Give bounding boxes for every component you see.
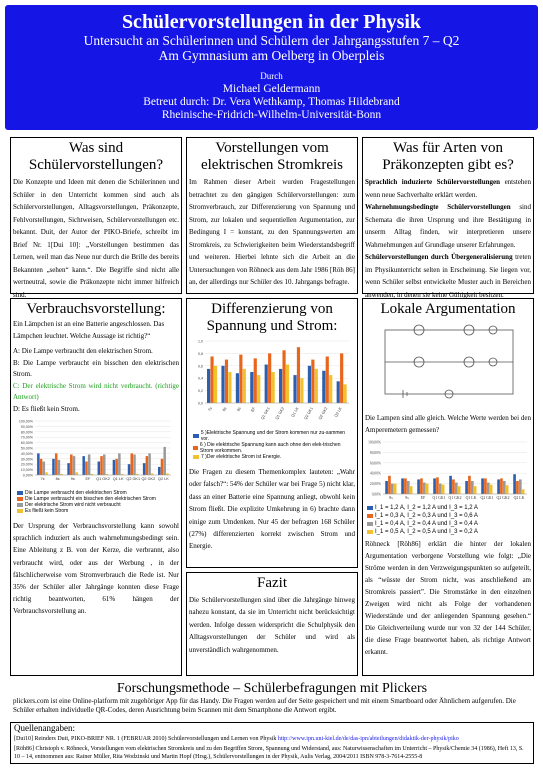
x-tick-label: Q2 GK2 xyxy=(141,477,156,481)
bar xyxy=(100,456,103,475)
bar xyxy=(497,479,500,494)
bar xyxy=(468,476,471,494)
bar xyxy=(286,365,289,403)
university: Rheinische-Fridrich-Wilhelm-Universität-Bonn xyxy=(161,109,382,121)
legend-label: Es fließt kein Strom xyxy=(25,508,69,514)
bar xyxy=(311,360,314,403)
box1-title-line2: Schülervorstellungen? xyxy=(28,157,164,173)
bar xyxy=(340,353,343,403)
bar xyxy=(225,360,228,403)
box1-text: Die Konzepte und Ideen mit denen die Schülerinnen und Schüler in den Unterricht kommen sind auch als Schülervorstellungen, Alltagsvorstellungen, Präkonzepte, Fehlvorstellungen, Sichtweisen, Schülervorstellungen etc. bekannt. Duit, der Autor der PIKO-Briefe, schreibt im Brief Nr. 1[Dui 10]: „Vorstellungen bestimmen das Lernen, weil man das Neue nur durch die Brille des bereits Bekannten „sehen“ kann.“. Die Begriffe sind nicht alle wertneutral, sowie die Präkonzepte nicht immer hilfreich sind. xyxy=(13,178,179,299)
legend-swatch xyxy=(17,497,23,501)
box2-title-line2: elektrischen Stromkreis xyxy=(200,157,344,173)
box-what-are-conceptions xyxy=(10,137,182,299)
box-research-method xyxy=(10,681,534,719)
y-tick-label: 0,00% xyxy=(371,492,381,497)
y-tick-label: 1,0 xyxy=(198,339,203,344)
x-tick-label: Q2 GK1 xyxy=(480,496,494,500)
bar xyxy=(43,462,46,476)
x-tick-label: EF xyxy=(85,477,91,481)
box7-question: Die Lampen sind alle gleich. Welche Werte werden bei den Amperemetern gemessen? xyxy=(365,414,531,434)
box6-text: Die Schülervorstellungen sind über die Jahrgänge hinweg nahezu konstant, da sie im Unterricht nicht berücksichtigt werden. Infolge dessen widerspricht die Schulphysik den Alltagsvorstellungen der Schüler und wird als unverständlich wahrgenommen. xyxy=(189,596,355,654)
box5-title xyxy=(187,301,357,335)
answer-label: I_1 = 0,5 A, I_2 = 0,5 A und I_3 = 0,2 A xyxy=(375,529,478,535)
bar xyxy=(143,463,146,475)
bar xyxy=(279,369,282,403)
answer-label: I_1 = 0,3 A, I_2 = 0,3 A und I_3 = 0,6 A xyxy=(375,513,478,519)
consumption-bar-chart xyxy=(15,417,175,485)
x-tick-label: 7s xyxy=(207,406,214,412)
x-tick-label: EF xyxy=(250,406,257,413)
bar xyxy=(272,372,275,403)
bar xyxy=(471,481,474,494)
bar xyxy=(481,478,484,494)
bar xyxy=(75,472,78,475)
poster-header xyxy=(5,5,538,130)
bar xyxy=(426,484,429,494)
y-tick-label: 70,00% xyxy=(20,435,33,440)
bar xyxy=(52,459,55,475)
legend-item xyxy=(193,430,351,442)
x-tick-label: 9s xyxy=(236,406,242,412)
differentiation-chart xyxy=(191,337,357,430)
bar xyxy=(442,485,445,494)
x-tick-label: Q2 LK xyxy=(158,477,169,481)
bar xyxy=(506,485,509,494)
bar xyxy=(300,378,303,403)
legend-swatch xyxy=(17,509,23,513)
author-name: Michael Geldermann xyxy=(222,83,321,95)
box3-title-line2: Präkonzepten gibt es? xyxy=(382,157,514,173)
p1-term: Sprachlich induzierte Schülervorstellungen xyxy=(365,178,501,186)
y-tick-label: 10,00% xyxy=(20,468,33,473)
y-tick-label: 40,00% xyxy=(20,451,33,456)
box-references xyxy=(10,722,534,764)
bar xyxy=(513,474,516,494)
bar xyxy=(516,481,519,494)
legend-swatch xyxy=(367,514,373,518)
bar xyxy=(158,467,161,475)
box-conclusion xyxy=(186,572,358,676)
box3-text xyxy=(363,176,533,301)
x-tick-label: Q1 LK xyxy=(290,406,300,418)
y-tick-label: 60,00% xyxy=(20,441,33,446)
circuit-diagram xyxy=(363,320,531,412)
box-electric-circuit xyxy=(186,137,358,294)
box-consumption-conception xyxy=(10,298,182,676)
y-tick-label: 40,00% xyxy=(369,471,381,476)
bar xyxy=(474,486,477,494)
reference-2: [Röh86] Christoph v. Röhneck, Vorstellungen vom elektrischen Stromkreis und zu den Begriffen Strom, Spannung und Widerstand, aus: Naturwissenschaften im Unterricht – Physik/Chemie 34 (1986), Heft 13, S. 10 – 14, entnommen aus: Rainer Müller, Rita Wodzinski und Martin Hopf (Hrsg.), Schülervorstellungen in der Physik, Aulis Verlag, 2004/2011 ISBN 978-3-7614-2555-8 xyxy=(14,746,524,760)
y-tick-label: 80,00% xyxy=(20,430,33,435)
y-tick-label: 20,00% xyxy=(20,462,33,467)
bar xyxy=(257,375,260,403)
y-tick-label: 50,00% xyxy=(20,446,33,451)
bar xyxy=(163,447,166,475)
box1-title xyxy=(11,140,181,174)
x-tick-label: Q2 GK1 xyxy=(126,477,141,481)
bar xyxy=(420,478,423,494)
bar xyxy=(344,384,347,403)
x-tick-label: Q1 LK xyxy=(465,496,477,500)
bar xyxy=(452,479,455,494)
y-tick-label: 0,0 xyxy=(198,401,203,406)
bar xyxy=(404,478,407,494)
box2-title xyxy=(187,140,357,174)
x-tick-label: Q2 LK xyxy=(513,496,525,500)
y-tick-label: 30,00% xyxy=(20,457,33,462)
bar xyxy=(458,486,461,494)
answer-item xyxy=(367,528,529,536)
bar xyxy=(268,353,271,403)
bar xyxy=(465,481,468,494)
differentiation-bar-chart xyxy=(191,337,353,425)
y-tick-label: 0,2 xyxy=(198,389,203,394)
box3-title xyxy=(363,140,533,174)
legend-swatch xyxy=(367,506,373,510)
p1-text: entstehen wenn neue Sachverhalte erklärt werden. xyxy=(365,178,532,199)
legend-label: 5 )Elektrische Spannung und der Strom kommen nur zu-sammen vor. xyxy=(200,430,346,442)
bar xyxy=(391,484,394,494)
y-tick-label: 100,00% xyxy=(18,419,33,424)
y-tick-label: 0,00% xyxy=(22,473,33,478)
local-argumentation-bar-chart xyxy=(363,438,531,504)
bar xyxy=(500,478,503,494)
x-tick-label: 7s xyxy=(40,477,45,481)
box6-title: Fazit xyxy=(257,575,287,591)
y-tick-label: 0,8 xyxy=(198,351,203,356)
by-label: Durch xyxy=(260,71,283,81)
bar xyxy=(133,454,136,475)
bar xyxy=(329,375,332,403)
bar xyxy=(118,453,121,475)
option-c-correct: C: Der elektrische Strom wird nicht verbraucht. (richtige Antwort) xyxy=(13,381,179,401)
x-tick-label: Q1 GK2 xyxy=(96,477,110,481)
box2-title-line1: Vorstellungen vom xyxy=(215,140,329,156)
bar xyxy=(337,381,340,403)
bar xyxy=(423,483,426,494)
bar xyxy=(385,481,388,494)
x-tick-label: EF xyxy=(420,496,426,500)
poster-subtitle-1: Untersucht an Schülerinnen und Schülern der Jahrgangsstufen 7 – Q2 xyxy=(83,33,460,48)
x-tick-label: Q1 GK1 xyxy=(260,406,271,421)
bar xyxy=(146,456,149,475)
box7-title: Lokale Argumentation xyxy=(380,301,516,317)
bar xyxy=(82,456,85,475)
legend-swatch xyxy=(193,434,199,438)
bar xyxy=(308,366,311,403)
reference-1-link[interactable]: http://www.ipn.uni-kiel.de/de/das-ipn/abteilungen/didaktik-der-physik/piko xyxy=(277,736,459,742)
box4-options xyxy=(11,346,181,415)
bar xyxy=(207,369,210,403)
bar xyxy=(439,484,442,494)
bar xyxy=(103,454,106,475)
x-tick-label: 9s xyxy=(405,496,409,500)
box4-text: Der Ursprung der Verbrauchsvorstellung kann sowohl sprachlich induziert als auch wahrnehmungsbedingt sein. Eine Ableitung z B. von der Kerze, die verbrannt, also verbraucht wird, oder aus der Werbung , in der fälschlicherweise vom Stromverbrauch die Rede ist. Nur 35% der Schüler aller Jahrgänge konnten diese Frage richtig beantworten, 61% hängen der Verbrauchsvorstellung an. xyxy=(13,522,179,616)
bar xyxy=(401,478,404,494)
bar xyxy=(449,476,452,494)
bar xyxy=(455,483,458,494)
answer-item xyxy=(367,504,529,512)
answer-item xyxy=(367,520,529,528)
box4-question: Ein Lämpchen ist an eine Batterie angeschlossen. Das Lämpchen leuchtet. Welche Aussage ist richtig?“ xyxy=(13,320,165,340)
bar xyxy=(236,373,239,403)
x-tick-label: Q1 GK2 xyxy=(274,406,286,421)
bar xyxy=(88,454,91,475)
bar xyxy=(282,350,285,403)
bar xyxy=(58,460,61,475)
x-tick-label: Q1 GK1 xyxy=(432,496,446,500)
bar xyxy=(70,454,73,475)
bar xyxy=(40,459,43,475)
box5-text: Die Fragen zu diesem Themenkomplex lauteten: „Wahr oder falsch?“: 54% der Schüler war bei Frage 5) nicht klar, dass an einer Batterie eine Spannung anliegt, obwohl kein Strom fließt. Die explizite Umkehrung in 6) brachte dann einige zum Umdenken. Nur 45 der befragten 168 Schüler (27%) differenzierten korrekt zwischen Strom und Energie. xyxy=(189,468,355,551)
y-tick-label: 60,00% xyxy=(369,461,381,466)
y-tick-label: 100,00% xyxy=(368,440,381,445)
bar xyxy=(85,462,88,476)
bar xyxy=(484,478,487,494)
p3-text: treten im Physikunterricht selten in Erscheinung. Sie liegen vor, wenn Schüler selbst entwickelte Muster auch in Bereichen anwenden, in denen sie keine Gültigkeit besitzen. xyxy=(365,253,532,299)
bar xyxy=(417,479,420,494)
p2-text: sind Schemata die ihren Ursprung und ihre Bestätigung in unserm Alltag finden, wir interpretieren unsere Wahrnehmungen auf Grundlage unserer Erfahrungen. xyxy=(365,203,531,249)
legend-label: Die Lampe verbraucht den elektrischen Strom xyxy=(25,490,127,496)
legend-item xyxy=(193,442,351,454)
bar xyxy=(214,366,217,403)
differentiation-legend xyxy=(187,430,357,460)
bar xyxy=(113,460,116,475)
supervisors: Betreut durch: Dr. Vera Wethkamp, Thomas Hildebrand xyxy=(143,96,400,108)
research-text: plickers.com ist eine Online-platform mit zugehöriger App für das Handy. Die Fragen werden auf der Seite gespeichert und mit einem Smartboard oder Ähnlichem aufgerufen. Die Schüler erhalten individuelle QR-Codes, deren Ausrichtung beim Scannen mit dem Smartphone die Antwort ergibt. xyxy=(13,697,516,714)
reference-1 xyxy=(11,734,533,745)
y-tick-label: 20,00% xyxy=(369,482,381,487)
answer-label: I_1 = 0,4 A, I_2 = 0,4 A und I_3 = 0,4 A xyxy=(375,521,478,527)
legend-swatch xyxy=(193,455,199,459)
box7-text: Röhneck [Röh86] erklärt die hinter der lokalen Argumentation verborgene Vorstellung wie folgt: „Die Ströme werden in den Verzweigungspunkten so aufgeteilt, als “wüsste der Strom nicht, was anschließend am Stromkreis passiert”. Die Stromstärke in den einzelnen Zweigen wird nicht als Folge der vorhandenen Wiederstände und der anliegenden Spannung gesehen.“ Die Gleichverteilung wurde nur von 32 der 144 Schüler, die diese Frage beantwortet haben, als richtige Antwort erkannt. xyxy=(365,540,531,656)
bar xyxy=(228,372,231,403)
bar xyxy=(388,476,391,494)
bar xyxy=(221,366,224,403)
box5-title-line1: Differenzierung von xyxy=(211,301,333,317)
x-tick-label: Q1 GK2 xyxy=(448,496,462,500)
consumption-chart xyxy=(15,417,181,490)
poster-subtitle-2: Am Gymnasium am Oelberg in Oberpleis xyxy=(158,48,385,63)
bar xyxy=(410,486,413,494)
bar xyxy=(210,357,213,404)
bar xyxy=(55,453,58,475)
bar xyxy=(522,489,525,494)
bar xyxy=(243,369,246,403)
bar xyxy=(148,453,151,475)
x-tick-label: 8s xyxy=(389,496,393,500)
x-tick-label: Q2 GK1 xyxy=(303,406,314,421)
bar xyxy=(322,371,325,403)
bar xyxy=(128,464,131,475)
bar xyxy=(67,463,70,475)
answer-label: I_1 = 1,2 A, I_2 = 1,2 A und I_3 = 1,2 A xyxy=(375,505,478,511)
y-tick-label: 80,00% xyxy=(369,450,381,455)
x-tick-label: 8s xyxy=(221,406,228,412)
legend-item xyxy=(17,508,175,514)
bar xyxy=(433,478,436,494)
y-tick-label: 90,00% xyxy=(20,424,33,429)
box5-title-line2: Spannung und Strom: xyxy=(206,318,338,334)
p3-term: Schülervorstellungen durch Übergeneralisierung xyxy=(365,253,513,261)
x-tick-label: 9s xyxy=(70,477,75,481)
bar xyxy=(131,453,134,475)
box4-title: Verbrauchsvorstellung: xyxy=(26,301,166,317)
answer-legend xyxy=(363,504,533,536)
research-title: Forschungsmethode – Schülerbefragungen mit Plickers xyxy=(116,681,428,696)
bar xyxy=(98,462,101,476)
references-title: Quellenangaben: xyxy=(14,723,75,733)
bar xyxy=(37,453,40,475)
consumption-legend xyxy=(11,490,181,514)
bar xyxy=(487,483,490,494)
x-tick-label: Q1 LK xyxy=(112,477,124,481)
option-d: D: Es fließt kein Strom. xyxy=(13,404,80,413)
bar xyxy=(407,481,410,494)
x-tick-label: Q2 GK2 xyxy=(496,496,510,500)
bar xyxy=(239,355,242,403)
bar xyxy=(161,459,164,475)
bar xyxy=(490,485,493,494)
legend-swatch xyxy=(367,530,373,534)
legend-label: 6 ) Die elektrische Spannung kann auch ohne den elek-trischen Strom vorkommen. xyxy=(199,442,341,454)
legend-swatch xyxy=(17,491,23,495)
bar xyxy=(115,459,118,475)
p2-term: Wahrnehmungsbedingte Schülervorstellungen xyxy=(365,203,511,211)
reference-1-text: [Dui10] Reinders Duit, PIKO-BRIEF NR. 1 (FEBRUAR 2010) Schülervorstellungen und Lernen von Physik xyxy=(14,736,277,742)
box1-title-line1: Was sind xyxy=(68,140,124,156)
box2-text: Im Rahmen dieser Arbeit wurden Fragestellungen betrachtet zu den gängigen Schülervorstellungen: zum Stromverbrauch, zur Differenzierung von Spannung und Strom, zur lokalen und sequentiellen Argumentation, zur Bedingung I = konstant, zu den Spannungswerten am Stromkreis, zu Schwierigkeiten beim Wiederstandsbegriff und weiteren. Hierbei lehnte sich die Arbeit an die Untersuchungen von Röhneck aus dem Jahr 1986 [Röh 86] an, der allerdings nur Schüler des 10. Jahrgangs befragte. xyxy=(189,178,355,286)
bar xyxy=(73,456,76,475)
bar xyxy=(436,477,439,494)
bar xyxy=(503,481,506,494)
box-types-of-preconceptions xyxy=(362,137,534,299)
bar xyxy=(519,479,522,494)
bar xyxy=(326,357,329,404)
x-tick-label: Q2 LK xyxy=(333,406,343,418)
bar xyxy=(293,375,296,403)
bar xyxy=(265,365,268,403)
legend-item xyxy=(193,454,351,460)
box-voltage-current xyxy=(186,298,358,568)
legend-label: Die Lampe verbraucht ein bisschen den elektrischen Strom xyxy=(25,496,156,502)
option-a: A: Die Lampe verbraucht den elektrischen Strom. xyxy=(13,347,153,355)
bar xyxy=(254,358,257,403)
legend-label: 7 )Der elektrische Strom ist Energie. xyxy=(201,454,282,460)
bar xyxy=(297,347,300,403)
bar xyxy=(315,369,318,403)
legend-swatch xyxy=(367,522,373,526)
x-tick-label: Q2 GK2 xyxy=(317,406,329,421)
poster-title: Schülervorstellungen in der Physik xyxy=(121,11,422,33)
y-tick-label: 0,6 xyxy=(198,364,203,369)
y-tick-label: 0,4 xyxy=(198,376,203,381)
bar xyxy=(394,484,397,494)
bar xyxy=(250,372,253,403)
answer-item xyxy=(367,512,529,520)
option-b: B: Die Lampe verbraucht ein bisschen den elektrischen Strom. xyxy=(13,358,179,378)
box-local-argumentation xyxy=(362,298,534,676)
x-tick-label: 8s xyxy=(55,477,60,481)
legend-swatch xyxy=(17,503,23,507)
local-argumentation-chart-area xyxy=(363,438,533,504)
box3-title-line1: Was für Arten von xyxy=(392,140,504,156)
bar xyxy=(45,472,48,475)
legend-label: Der elektrische Strom wird nicht verbraucht xyxy=(25,502,121,508)
legend-swatch xyxy=(193,446,198,450)
